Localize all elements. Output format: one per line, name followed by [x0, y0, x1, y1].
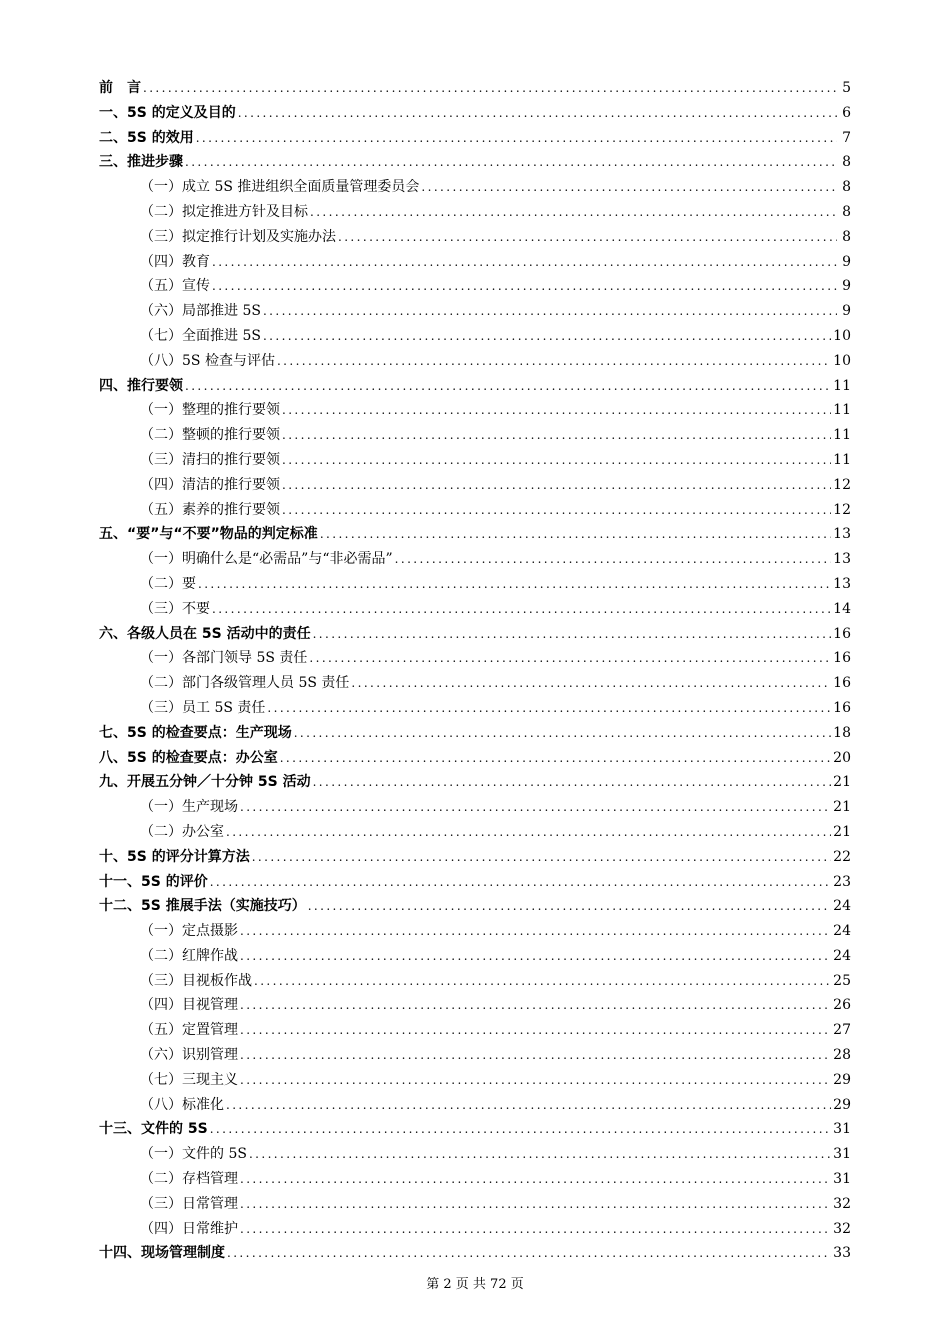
toc-dot-leader: [252, 845, 831, 870]
toc-section-entry[interactable]: [99, 1192, 851, 1217]
toc-page-number: 8: [842, 154, 851, 171]
toc-entry-title: （二）红牌作战: [140, 947, 238, 964]
toc-chapter-entry[interactable]: [99, 1241, 851, 1266]
toc-chapter-entry[interactable]: [99, 522, 851, 547]
toc-chapter-entry[interactable]: [99, 845, 851, 870]
toc-chapter-entry[interactable]: [99, 150, 851, 175]
toc-entry-title: （一）定点摄影: [140, 923, 238, 940]
toc-section-entry[interactable]: [99, 175, 851, 200]
toc-entry-title: （五）宣传: [140, 278, 210, 295]
toc-section-entry[interactable]: [99, 498, 851, 523]
toc-section-entry[interactable]: [99, 225, 851, 250]
toc-dot-leader: [143, 76, 837, 101]
toc-page-number: 9: [842, 253, 851, 270]
toc-page-number: 5: [842, 80, 851, 96]
toc-entry-title: （七）三现主义: [140, 1071, 238, 1088]
toc-entry-title: （四）目视管理: [140, 997, 238, 1014]
toc-page-number: 33: [833, 1245, 851, 1262]
toc-entry-title: （三）拟定推行计划及实施办法: [140, 228, 336, 245]
toc-dot-leader: [240, 1167, 831, 1192]
toc-entry-title: 七、5S 的检查要点：生产现场: [99, 724, 292, 741]
toc-section-entry[interactable]: [99, 572, 851, 597]
toc-page-number: 13: [833, 526, 851, 543]
toc-section-entry[interactable]: [99, 473, 851, 498]
toc-dot-leader: [351, 671, 831, 696]
toc-entry-title: （八）标准化: [140, 1096, 224, 1113]
toc-page-number: 8: [842, 203, 851, 220]
toc-section-entry[interactable]: [99, 1142, 851, 1167]
toc-page-number: 16: [833, 675, 851, 692]
toc-dot-leader: [238, 101, 837, 126]
toc-section-entry[interactable]: [99, 1093, 851, 1118]
toc-page-number: 31: [833, 1121, 851, 1138]
toc-page-number: 8: [842, 179, 851, 196]
toc-dot-leader: [309, 646, 831, 671]
toc-entry-title: 一、5S 的定义及目的: [99, 104, 236, 121]
toc-dot-leader: [226, 820, 831, 845]
toc-dot-leader: [185, 374, 831, 399]
toc-page-number: 29: [833, 1096, 851, 1113]
toc-section-entry[interactable]: [99, 795, 851, 820]
toc-section-entry[interactable]: [99, 250, 851, 275]
toc-dot-leader: [212, 274, 837, 299]
toc-entry-title: （一）文件的 5S: [140, 1146, 247, 1163]
toc-section-entry[interactable]: [99, 646, 851, 671]
toc-chapter-entry[interactable]: [99, 76, 851, 101]
toc-dot-leader: [313, 770, 832, 795]
toc-page-number: 12: [833, 501, 851, 518]
toc-section-entry[interactable]: [99, 1167, 851, 1192]
toc-entry-title: （三）清扫的推行要领: [140, 451, 280, 468]
toc-dot-leader: [240, 795, 831, 820]
toc-section-entry[interactable]: [99, 1068, 851, 1093]
toc-dot-leader: [282, 498, 831, 523]
toc-dot-leader: [249, 1142, 831, 1167]
toc-page-number: 7: [842, 129, 851, 146]
toc-entry-title: （七）全面推进 5S: [140, 327, 261, 344]
toc-section-entry[interactable]: [99, 349, 851, 374]
toc-entry-title: 十一、5S 的评价: [99, 873, 208, 890]
toc-page-number: 16: [833, 699, 851, 716]
toc-dot-leader: [338, 225, 837, 250]
toc-dot-leader: [320, 522, 831, 547]
toc-dot-leader: [226, 1093, 831, 1118]
toc-dot-leader: [240, 919, 831, 944]
toc-page-number: 26: [833, 997, 851, 1014]
toc-page-number: 8: [842, 228, 851, 245]
toc-page-number: 24: [833, 923, 851, 940]
toc-entry-title: （六）识别管理: [140, 1047, 238, 1064]
toc-entry-title: 九、开展五分钟／十分钟 5S 活动: [99, 774, 311, 791]
toc-page-number: 23: [833, 873, 851, 890]
toc-page-number: 21: [833, 823, 851, 840]
table-of-contents: [99, 76, 851, 1266]
toc-section-entry[interactable]: [99, 398, 851, 423]
toc-entry-title: 二、5S 的效用: [99, 129, 194, 146]
toc-entry-title: （三）目视板作战: [140, 972, 252, 989]
toc-section-entry[interactable]: [99, 1217, 851, 1242]
toc-page-number: 13: [833, 551, 851, 568]
toc-page-number: 14: [833, 600, 851, 617]
toc-page-number: 31: [833, 1146, 851, 1163]
toc-dot-leader: [212, 597, 831, 622]
toc-page-number: 16: [833, 650, 851, 667]
toc-entry-title: 十四、现场管理制度: [99, 1245, 225, 1262]
toc-dot-leader: [198, 572, 831, 597]
toc-dot-leader: [267, 696, 831, 721]
toc-section-entry[interactable]: [99, 448, 851, 473]
toc-chapter-entry[interactable]: [99, 721, 851, 746]
toc-entry-title: （三）员工 5S 责任: [140, 699, 266, 716]
toc-entry-title: （四）教育: [140, 253, 210, 270]
toc-dot-leader: [254, 969, 831, 994]
toc-dot-leader: [313, 622, 832, 647]
toc-dot-leader: [240, 1217, 831, 1242]
toc-entry-title: （二）拟定推进方针及目标: [140, 203, 308, 220]
toc-page-number: 28: [833, 1047, 851, 1064]
toc-page-number: 9: [842, 278, 851, 295]
toc-entry-title: （二）整顿的推行要领: [140, 427, 280, 444]
toc-dot-leader: [240, 1192, 831, 1217]
toc-dot-leader: [212, 250, 837, 275]
toc-dot-leader: [210, 1117, 831, 1142]
toc-entry-title: （一）明确什么是“必需品”与“非必需品”: [140, 551, 393, 568]
toc-dot-leader: [185, 150, 837, 175]
toc-dot-leader: [227, 1241, 831, 1266]
toc-section-entry[interactable]: [99, 671, 851, 696]
toc-page-number: 32: [833, 1195, 851, 1212]
toc-section-entry[interactable]: [99, 1043, 851, 1068]
toc-dot-leader: [282, 473, 831, 498]
toc-dot-leader: [196, 126, 837, 151]
toc-entry-title: 四、推行要领: [99, 377, 183, 394]
toc-chapter-entry[interactable]: [99, 374, 851, 399]
toc-page-number: 10: [833, 352, 851, 369]
toc-section-entry[interactable]: [99, 324, 851, 349]
toc-page-number: 25: [833, 972, 851, 989]
toc-entry-title: （一）生产现场: [140, 799, 238, 816]
toc-chapter-entry[interactable]: [99, 622, 851, 647]
toc-page-number: 29: [833, 1071, 851, 1088]
toc-chapter-entry[interactable]: [99, 746, 851, 771]
toc-dot-leader: [263, 299, 837, 324]
toc-entry-title: （二）部门各级管理人员 5S 责任: [140, 675, 350, 692]
toc-entry-title: （六）局部推进 5S: [140, 303, 261, 320]
toc-page-number: 21: [833, 774, 851, 791]
toc-entry-title: 十三、文件的 5S: [99, 1121, 208, 1138]
toc-dot-leader: [308, 894, 831, 919]
toc-page-number: 31: [833, 1171, 851, 1188]
toc-section-entry[interactable]: [99, 993, 851, 1018]
toc-section-entry[interactable]: [99, 944, 851, 969]
toc-section-entry[interactable]: [99, 1018, 851, 1043]
toc-page-number: 24: [833, 947, 851, 964]
toc-entry-title: （五）定置管理: [140, 1022, 238, 1039]
toc-entry-title: （二）办公室: [140, 823, 224, 840]
toc-section-entry[interactable]: [99, 547, 851, 572]
toc-entry-title: （一）各部门领导 5S 责任: [140, 650, 308, 667]
toc-page-number: 11: [833, 427, 851, 444]
toc-chapter-entry[interactable]: [99, 894, 851, 919]
page-footer: 第 2 页 共 72 页: [426, 1277, 524, 1292]
toc-entry-title: （四）日常维护: [140, 1220, 238, 1237]
toc-entry-title: （四）清洁的推行要领: [140, 476, 280, 493]
toc-chapter-entry[interactable]: [99, 870, 851, 895]
toc-dot-leader: [282, 448, 831, 473]
toc-dot-leader: [240, 993, 831, 1018]
toc-entry-title: （八）5S 检查与评估: [140, 352, 275, 369]
toc-entry-title: （一）成立 5S 推进组织全面质量管理委员会: [140, 179, 420, 196]
toc-page-number: 11: [833, 451, 851, 468]
toc-page-number: 18: [833, 724, 851, 741]
toc-section-entry[interactable]: [99, 274, 851, 299]
toc-entry-title: 十二、5S 推展手法（实施技巧）: [99, 898, 306, 915]
toc-dot-leader: [310, 200, 837, 225]
toc-page-number: 9: [842, 303, 851, 320]
toc-section-entry[interactable]: [99, 423, 851, 448]
toc-dot-leader: [263, 324, 831, 349]
toc-dot-leader: [210, 870, 831, 895]
toc-entry-title: （三）不要: [140, 600, 210, 617]
toc-section-entry[interactable]: [99, 597, 851, 622]
toc-page-number: 13: [833, 575, 851, 592]
toc-dot-leader: [294, 721, 831, 746]
toc-section-entry[interactable]: [99, 820, 851, 845]
toc-page-number: 16: [833, 625, 851, 642]
toc-chapter-entry[interactable]: [99, 101, 851, 126]
toc-entry-title: 三、推进步骤: [99, 154, 183, 171]
toc-section-entry[interactable]: [99, 696, 851, 721]
toc-dot-leader: [421, 175, 837, 200]
toc-dot-leader: [240, 944, 831, 969]
toc-page-number: 20: [833, 749, 851, 766]
toc-chapter-entry[interactable]: [99, 1117, 851, 1142]
toc-entry-title: （二）存档管理: [140, 1171, 238, 1188]
toc-page-number: 11: [833, 377, 851, 394]
toc-entry-title: （二）要: [140, 575, 196, 592]
toc-entry-title: 十、5S 的评分计算方法: [99, 848, 250, 865]
toc-dot-leader: [240, 1043, 831, 1068]
toc-page-number: 24: [833, 898, 851, 915]
toc-page-number: 10: [833, 327, 851, 344]
toc-section-entry[interactable]: [99, 969, 851, 994]
toc-dot-leader: [282, 398, 831, 423]
toc-entry-title: （一）整理的推行要领: [140, 402, 280, 419]
toc-section-entry[interactable]: [99, 919, 851, 944]
toc-entry-title: 八、5S 的检查要点：办公室: [99, 749, 278, 766]
toc-section-entry[interactable]: [99, 299, 851, 324]
toc-page-number: 32: [833, 1220, 851, 1237]
toc-entry-title: （五）素养的推行要领: [140, 501, 280, 518]
toc-entry-title: 五、“要”与“不要”物品的判定标准: [99, 526, 318, 543]
toc-chapter-entry[interactable]: [99, 770, 851, 795]
toc-dot-leader: [277, 349, 831, 374]
toc-page-number: 21: [833, 799, 851, 816]
toc-page-number: 12: [833, 476, 851, 493]
toc-entry-title: 六、各级人员在 5S 活动中的责任: [99, 625, 311, 642]
toc-page-number: 27: [833, 1022, 851, 1039]
toc-dot-leader: [240, 1068, 831, 1093]
toc-dot-leader: [395, 547, 832, 572]
toc-dot-leader: [282, 423, 831, 448]
toc-page-number: 22: [833, 848, 851, 865]
toc-page-number: 6: [842, 104, 851, 121]
toc-entry-title: 前 言: [99, 80, 141, 96]
toc-dot-leader: [280, 746, 831, 771]
toc-entry-title: （三）日常管理: [140, 1195, 238, 1212]
toc-chapter-entry[interactable]: [99, 126, 851, 151]
toc-dot-leader: [240, 1018, 831, 1043]
toc-section-entry[interactable]: [99, 200, 851, 225]
toc-page-number: 11: [833, 402, 851, 419]
